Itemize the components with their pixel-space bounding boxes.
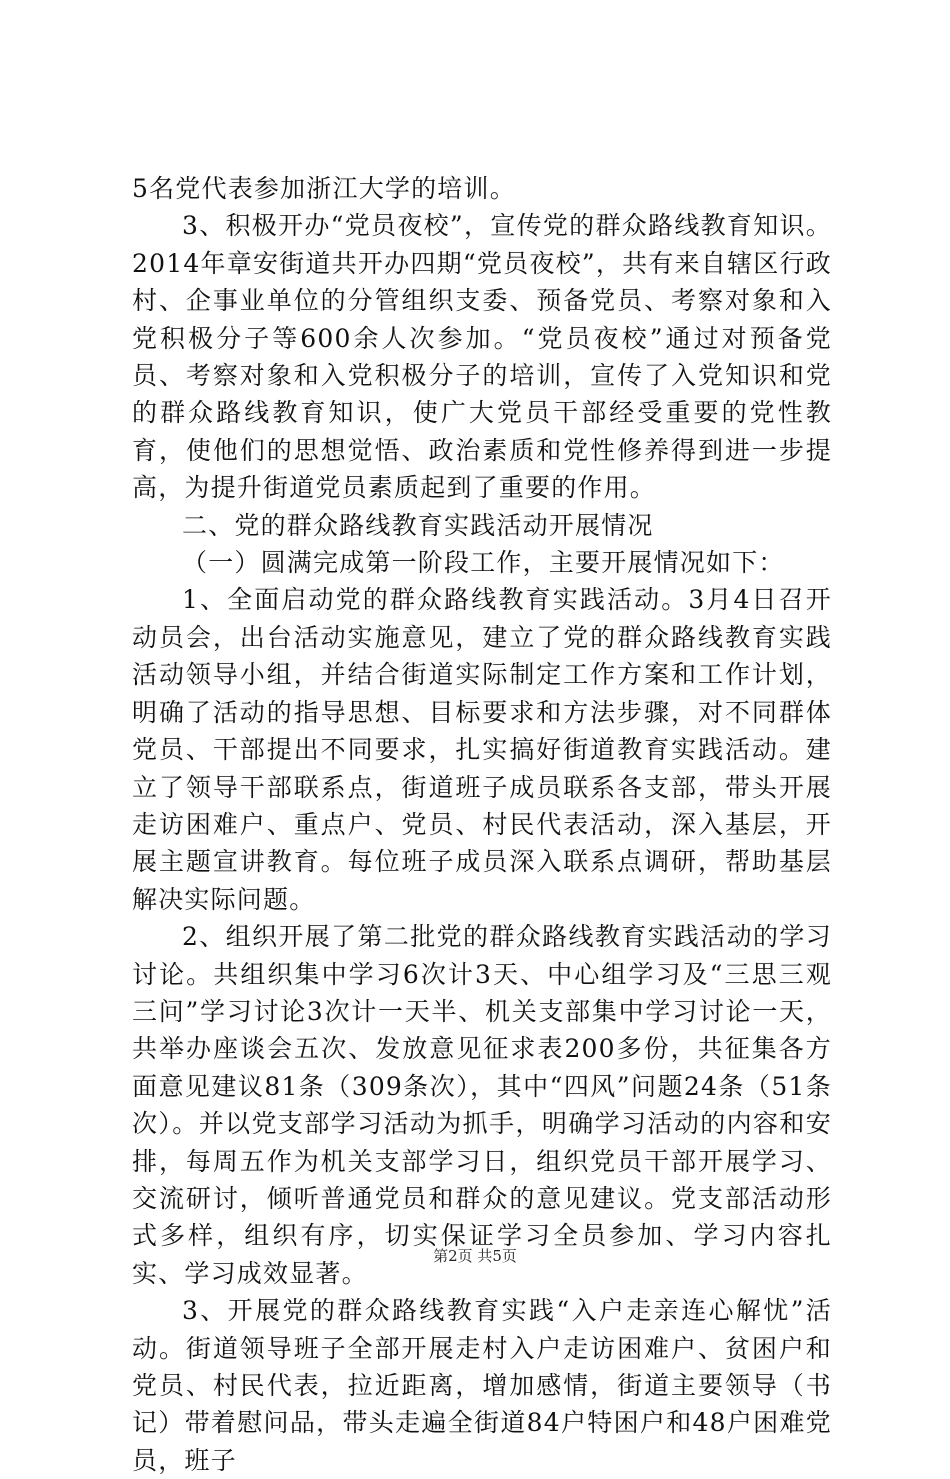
subsection-heading-1: （一）圆满完成第一阶段工作，主要开展情况如下：: [182, 548, 785, 578]
document-body: [132, 170, 832, 1479]
paragraph-continuation: 5名党代表参加浙江大学的培训。: [132, 174, 516, 203]
paragraph-item-1: 1、全面启动党的群众路线教育实践活动。3月4日召开动员会，出台活动实施意见，建立了党的群众路线教育实践活动领导小组，并结合街道实际制定工作方案和工作计划，明确了活动的指导思想、目标要求和方法步骤，对不同群体党员、干部提出不同要求，扎实搞好街道教育实践活动。建立了领导干部联系点，街道班子成员联系各支部，带头开展走访困难户、重点户、党员、村民代表活动，深入基层，开展主题宣讲教育。每位班子成员深入联系点调研，帮助基层解决实际问题。: [132, 585, 832, 914]
paragraph-party-night-school: 3、积极开办“党员夜校”，宣传党的群众路线教育知识。2014年章安街道共开办四期“党员夜校”，共有来自辖区行政村、企事业单位的分管组织支委、预备党员、考察对象和入党积极分子等600余人次参加。“党员夜校”通过对预备党员、考察对象和入党积极分子的培训，宣传了入党知识和党的群众路线教育知识，使广大党员干部经受重要的党性教育，使他们的思想觉悟、政治素质和党性修养得到进一步提高，为提升街道党员素质起到了重要的作用。: [132, 211, 832, 503]
paragraph-item-2: 2、组织开展了第二批党的群众路线教育实践活动的学习讨论。共组织集中学习6次计3天、中心组学习及“三思三观三问”学习讨论3次计一天半、机关支部集中学习讨论一天，共举办座谈会五次、发放意见征求表200多份，共征集各方面意见建议81条（309条次），其中“四风”问题24条（51条次）。并以党支部学习活动为抓手，明确学习活动的内容和安排，每周五作为机关支部学习日，组织党员干部开展学习、交流研讨，倾听普通党员和群众的意见建议。党支部活动形式多样，组织有序，切实保证学习全员参加、学习内容扎实、学习成效显著。: [132, 922, 832, 1288]
paragraph-item-3: 3、开展党的群众路线教育实践“入户走亲连心解忧”活动。街道领导班子全部开展走村入户走访困难户、贫困户和党员、村民代表，拉近距离，增加感情，街道主要领导（书记）带着慰问品，带头走遍全街道84户特困户和48户困难党员，班子: [132, 1296, 832, 1475]
page-footer: 第2页 共5页: [433, 1247, 517, 1265]
section-heading-2: 二、党的群众路线教育实践活动开展情况: [182, 510, 654, 540]
